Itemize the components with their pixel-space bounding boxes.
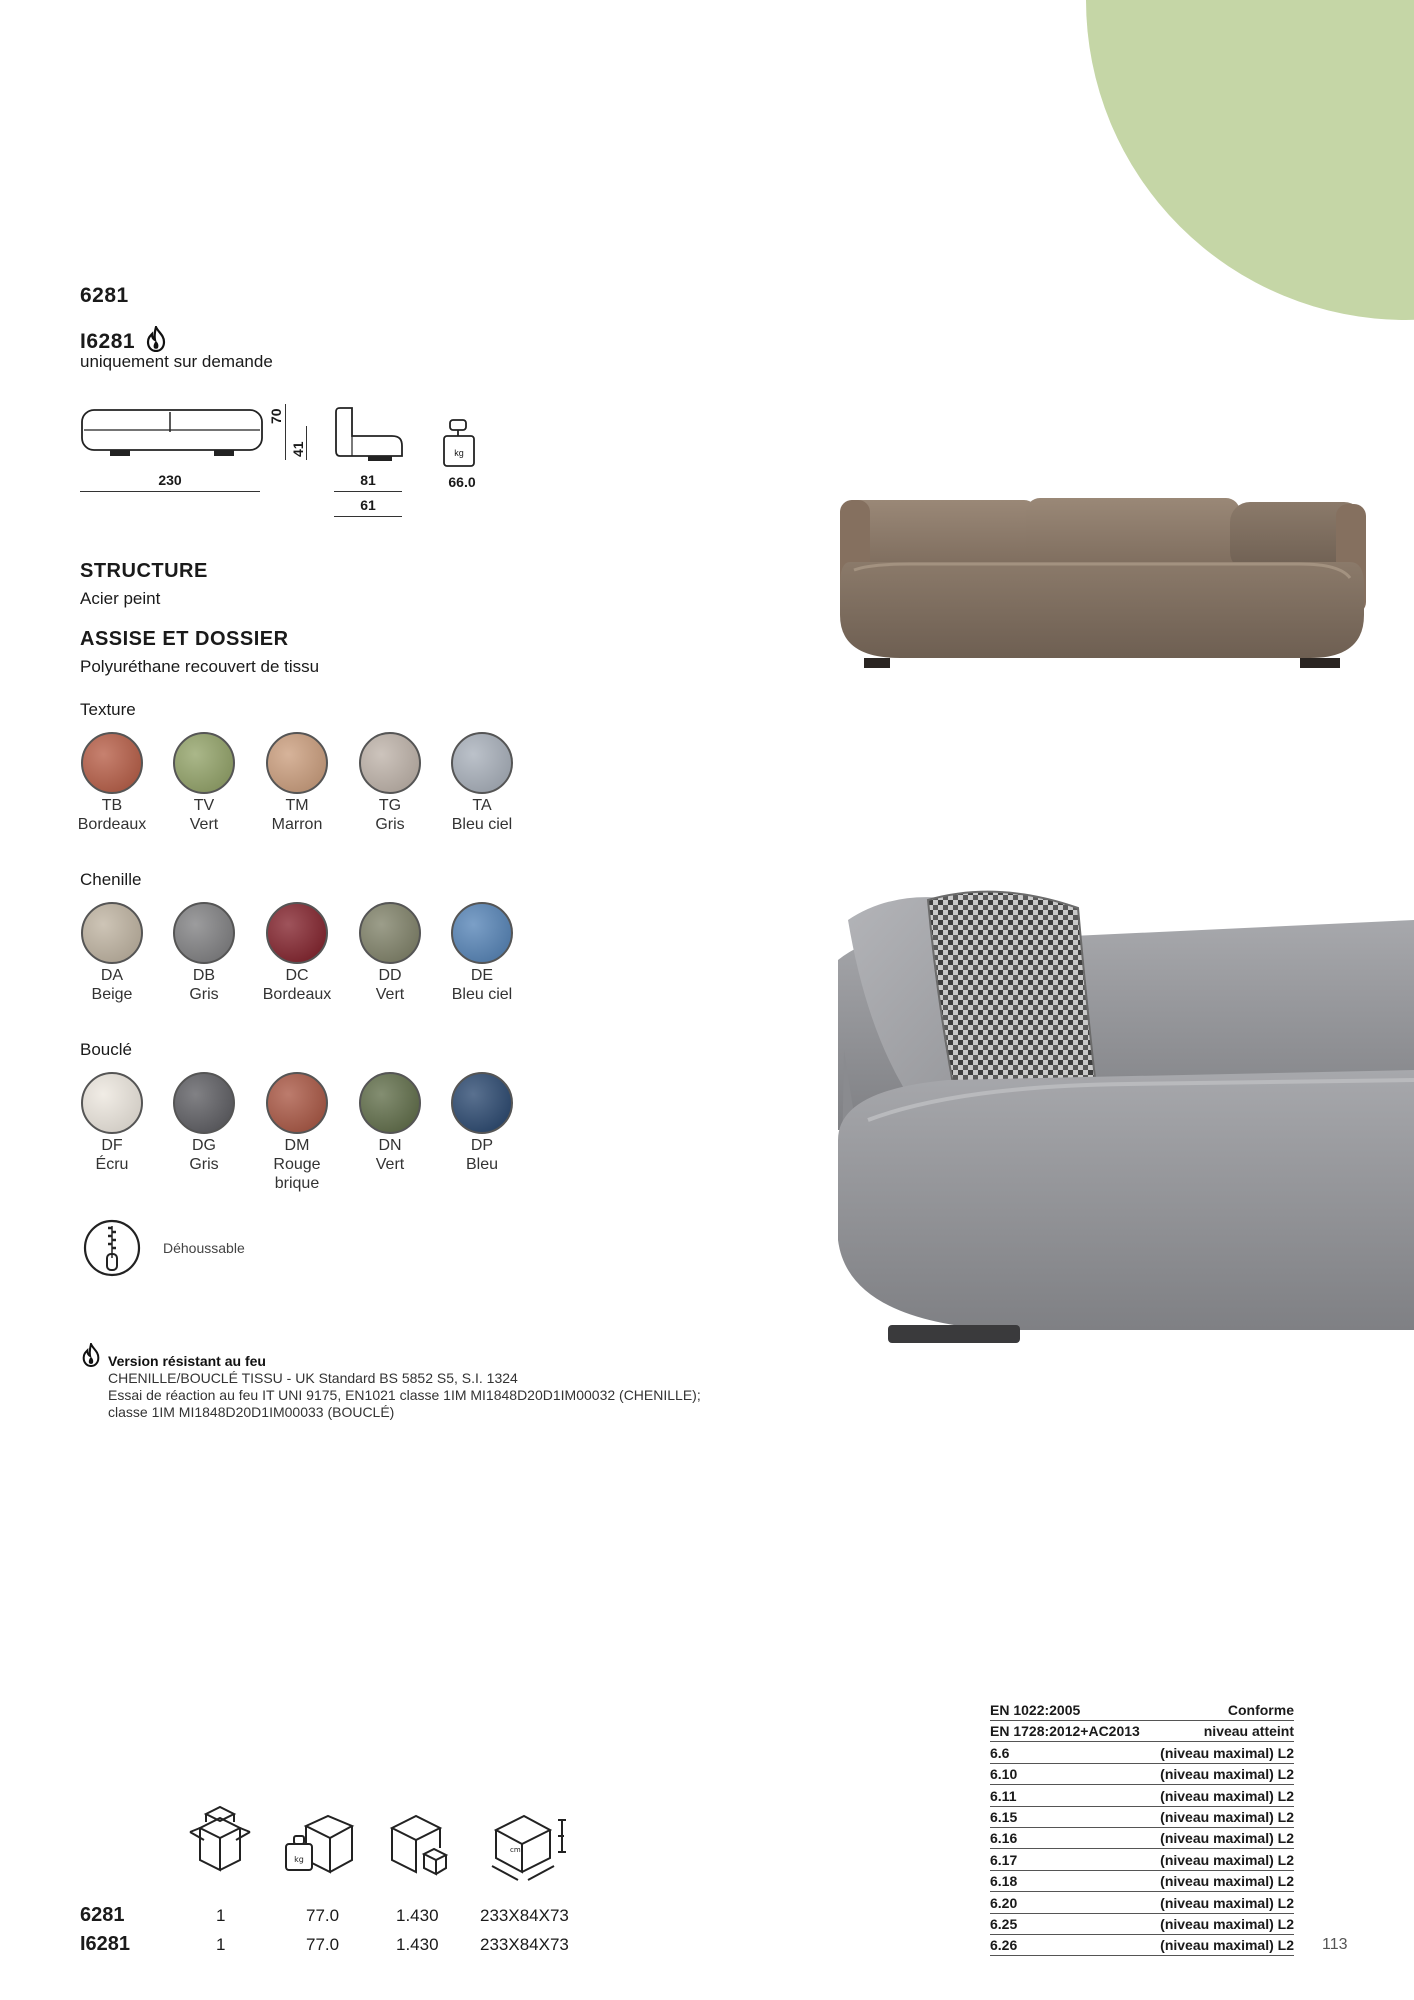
seat-depth-rule bbox=[334, 516, 402, 517]
standard-key: 6.26 bbox=[990, 1937, 1018, 1954]
standard-key: 6.11 bbox=[990, 1787, 1017, 1804]
fabric-swatch[interactable] bbox=[451, 732, 513, 794]
standard-key: 6.15 bbox=[990, 1809, 1018, 1825]
standard-row-divider bbox=[990, 1720, 1294, 1721]
standard-key: 6.6 bbox=[990, 1744, 1010, 1761]
standard-value: (niveau maximal) L2 bbox=[1160, 1873, 1294, 1890]
fabric-color-name: Vert bbox=[375, 986, 405, 1003]
structure-text: Acier peint bbox=[80, 589, 161, 608]
fabric-group-label: Texture bbox=[80, 700, 136, 719]
dimension-height: 70 bbox=[268, 408, 284, 424]
package-count-icon bbox=[180, 1800, 260, 1880]
standard-key: 6.20 bbox=[990, 1894, 1018, 1911]
fabric-swatch[interactable] bbox=[173, 902, 235, 964]
standard-value: (niveau maximal) L2 bbox=[1160, 1851, 1294, 1868]
flame-icon bbox=[144, 326, 168, 352]
pack-volume-1: 1.430 bbox=[396, 1906, 439, 1925]
fabric-group-label: Chenille bbox=[80, 870, 142, 889]
standard-value: (niveau maximal) L2 bbox=[1160, 1894, 1294, 1911]
standard-row-divider bbox=[990, 1913, 1294, 1914]
height-rule bbox=[285, 404, 286, 460]
sofa-photo-grey bbox=[828, 880, 1414, 1360]
fabric-swatch[interactable] bbox=[451, 902, 513, 964]
standard-row-divider bbox=[990, 1891, 1294, 1892]
standard-value: (niveau maximal) L2 bbox=[1160, 1916, 1294, 1932]
standard-value: niveau atteint bbox=[1203, 1723, 1294, 1740]
standard-value: (niveau maximal) L2 bbox=[1160, 1766, 1294, 1783]
fabric-code: DG bbox=[192, 1137, 216, 1154]
standard-key: EN 1728:2012+AC2013 bbox=[990, 1723, 1140, 1740]
standard-row-divider bbox=[990, 1827, 1294, 1828]
standard-header-row bbox=[990, 1702, 1294, 1723]
standard-key: EN 1022:2005 bbox=[990, 1702, 1081, 1718]
standard-row-divider bbox=[990, 1870, 1294, 1871]
fabric-code: DB bbox=[192, 967, 216, 984]
product-code: 6281 bbox=[80, 284, 129, 307]
dimension-seat-height: 41 bbox=[290, 441, 306, 457]
seat-heading: ASSISE ET DOSSIER bbox=[80, 628, 289, 650]
fabric-color-name: Gris bbox=[189, 986, 219, 1003]
fabric-swatch[interactable] bbox=[81, 1072, 143, 1134]
standard-key: 6.17 bbox=[990, 1851, 1018, 1868]
standard-row bbox=[990, 1895, 1294, 1916]
fire-version-line-3: classe 1IM MI1848D20D1IM00033 (BOUCLÉ) bbox=[108, 1404, 395, 1420]
standard-row-divider bbox=[990, 1806, 1294, 1807]
fabric-color-name: Bleu bbox=[465, 1156, 499, 1173]
fabric-swatch[interactable] bbox=[359, 1072, 421, 1134]
fabric-code: DA bbox=[100, 967, 124, 984]
decorative-green-circle bbox=[1086, 0, 1414, 320]
fabric-color-name: Vert bbox=[189, 816, 219, 833]
fabric-code: TA bbox=[472, 797, 492, 814]
fabric-swatch[interactable] bbox=[451, 1072, 513, 1134]
fabric-color-name: Écru bbox=[95, 1156, 129, 1173]
fabric-color-name: Bordeaux bbox=[77, 816, 147, 833]
fabric-code: DN bbox=[378, 1137, 402, 1154]
standard-row bbox=[990, 1745, 1294, 1766]
standard-row-divider bbox=[990, 1784, 1294, 1785]
volume-icon bbox=[388, 1808, 458, 1880]
package-size-icon bbox=[488, 1806, 584, 1884]
svg-text:cm: cm bbox=[510, 1846, 521, 1854]
fabric-swatch[interactable] bbox=[81, 902, 143, 964]
fabric-color-name: Bleu ciel bbox=[451, 986, 513, 1003]
standard-value: (niveau maximal) L2 bbox=[1160, 1830, 1294, 1847]
standard-key: 6.18 bbox=[990, 1873, 1018, 1890]
sofa-photo-brown bbox=[830, 490, 1376, 680]
width-rule bbox=[80, 491, 260, 492]
fabric-code: DP bbox=[470, 1137, 494, 1154]
product-code-fire: I6281 bbox=[80, 330, 136, 353]
standard-row bbox=[990, 1916, 1294, 1937]
seat-height-rule bbox=[306, 426, 307, 460]
dimension-weight: 66.0 bbox=[448, 474, 476, 490]
fabric-code: TB bbox=[101, 797, 123, 814]
fire-version-line-1: CHENILLE/BOUCLÉ TISSU - UK Standard BS 5852 S5, S.I. 1324 bbox=[108, 1370, 518, 1386]
availability-note: uniquement sur demande bbox=[80, 352, 273, 371]
standard-value: Conforme bbox=[1227, 1702, 1294, 1718]
standard-row bbox=[990, 1873, 1294, 1894]
standard-row-divider bbox=[990, 1741, 1294, 1742]
fabric-code: DD bbox=[378, 967, 402, 984]
dimension-width: 230 bbox=[158, 472, 182, 488]
fabric-code: DC bbox=[285, 967, 309, 984]
standard-key: 6.16 bbox=[990, 1830, 1018, 1847]
fabric-color-name: Bleu ciel bbox=[451, 816, 513, 833]
standard-value: (niveau maximal) L2 bbox=[1160, 1937, 1294, 1954]
fabric-swatch[interactable] bbox=[359, 902, 421, 964]
pack-volume-2: 1.430 bbox=[396, 1935, 439, 1954]
standard-header-row bbox=[990, 1723, 1294, 1744]
zipper-icon bbox=[82, 1218, 142, 1278]
weight-unit: kg bbox=[454, 448, 464, 458]
fabric-swatch[interactable] bbox=[173, 1072, 235, 1134]
fabric-code: TG bbox=[378, 797, 402, 814]
dimension-seat-depth: 61 bbox=[360, 497, 376, 513]
depth-rule bbox=[334, 491, 402, 492]
gross-weight-icon bbox=[282, 1808, 358, 1880]
structure-heading: STRUCTURE bbox=[80, 560, 208, 582]
removable-cover-label: Déhoussable bbox=[163, 1240, 245, 1256]
dimension-depth: 81 bbox=[360, 472, 376, 488]
seat-text: Polyuréthane recouvert de tissu bbox=[80, 657, 320, 676]
standard-value: (niveau maximal) L2 bbox=[1160, 1809, 1294, 1825]
standard-value: (niveau maximal) L2 bbox=[1160, 1787, 1294, 1804]
pack-weight-2: 77.0 bbox=[306, 1935, 340, 1954]
fabric-color-name: Bordeaux bbox=[262, 986, 332, 1003]
page-number: 113 bbox=[1322, 1936, 1348, 1953]
standard-key: 6.25 bbox=[990, 1916, 1018, 1932]
sofa-side-drawing bbox=[334, 404, 406, 464]
standard-row bbox=[990, 1937, 1294, 1958]
svg-text:kg: kg bbox=[294, 1855, 304, 1864]
fabric-code: DM bbox=[284, 1137, 310, 1154]
pack-size-1: 233X84X73 bbox=[480, 1906, 569, 1925]
fabric-swatch[interactable] bbox=[266, 1072, 328, 1134]
fabric-swatch[interactable] bbox=[173, 732, 235, 794]
standard-row-divider bbox=[990, 1934, 1294, 1935]
fire-version-line-2: Essai de réaction au feu IT UNI 9175, EN1021 classe 1IM MI1848D20D1IM00032 (CHENILLE); bbox=[108, 1387, 701, 1403]
standard-row bbox=[990, 1809, 1294, 1830]
standard-row-divider bbox=[990, 1955, 1294, 1956]
fabric-color-name: Marron bbox=[271, 816, 323, 833]
standard-row-divider bbox=[990, 1763, 1294, 1764]
flame-icon bbox=[80, 1343, 102, 1367]
fabric-color-name: Vert bbox=[375, 1156, 405, 1173]
fabric-code: TM bbox=[285, 797, 309, 814]
fabric-code: DE bbox=[470, 967, 494, 984]
standard-key: 6.10 bbox=[990, 1766, 1018, 1783]
fabric-code: DF bbox=[101, 1137, 123, 1154]
fabric-code: TV bbox=[193, 797, 215, 814]
standard-row bbox=[990, 1788, 1294, 1809]
standard-value: (niveau maximal) L2 bbox=[1160, 1744, 1294, 1761]
fabric-swatch[interactable] bbox=[266, 732, 328, 794]
fabric-group-label: Bouclé bbox=[80, 1040, 132, 1059]
pack-size-2: 233X84X73 bbox=[480, 1935, 569, 1954]
fabric-color-name: Gris bbox=[189, 1156, 219, 1173]
pack-code-2: I6281 bbox=[80, 1933, 131, 1955]
pack-count-2: 1 bbox=[216, 1935, 226, 1954]
standard-row bbox=[990, 1852, 1294, 1873]
fabric-swatch[interactable] bbox=[359, 732, 421, 794]
fabric-color-name: Gris bbox=[375, 816, 405, 833]
pack-weight-1: 77.0 bbox=[306, 1906, 340, 1925]
fabric-swatch[interactable] bbox=[266, 902, 328, 964]
sofa-front-drawing bbox=[80, 402, 266, 472]
fire-version-title: Version résistant au feu bbox=[108, 1353, 266, 1369]
standard-row-divider bbox=[990, 1848, 1294, 1849]
pack-code-1: 6281 bbox=[80, 1904, 125, 1926]
standard-row bbox=[990, 1830, 1294, 1851]
fabric-color-name: Beige bbox=[91, 986, 133, 1003]
fabric-swatch[interactable] bbox=[81, 732, 143, 794]
standard-row bbox=[990, 1766, 1294, 1787]
weight-icon bbox=[440, 418, 480, 472]
fabric-color-name: Rouge brique bbox=[273, 1156, 321, 1192]
pack-count-1: 1 bbox=[216, 1906, 226, 1925]
